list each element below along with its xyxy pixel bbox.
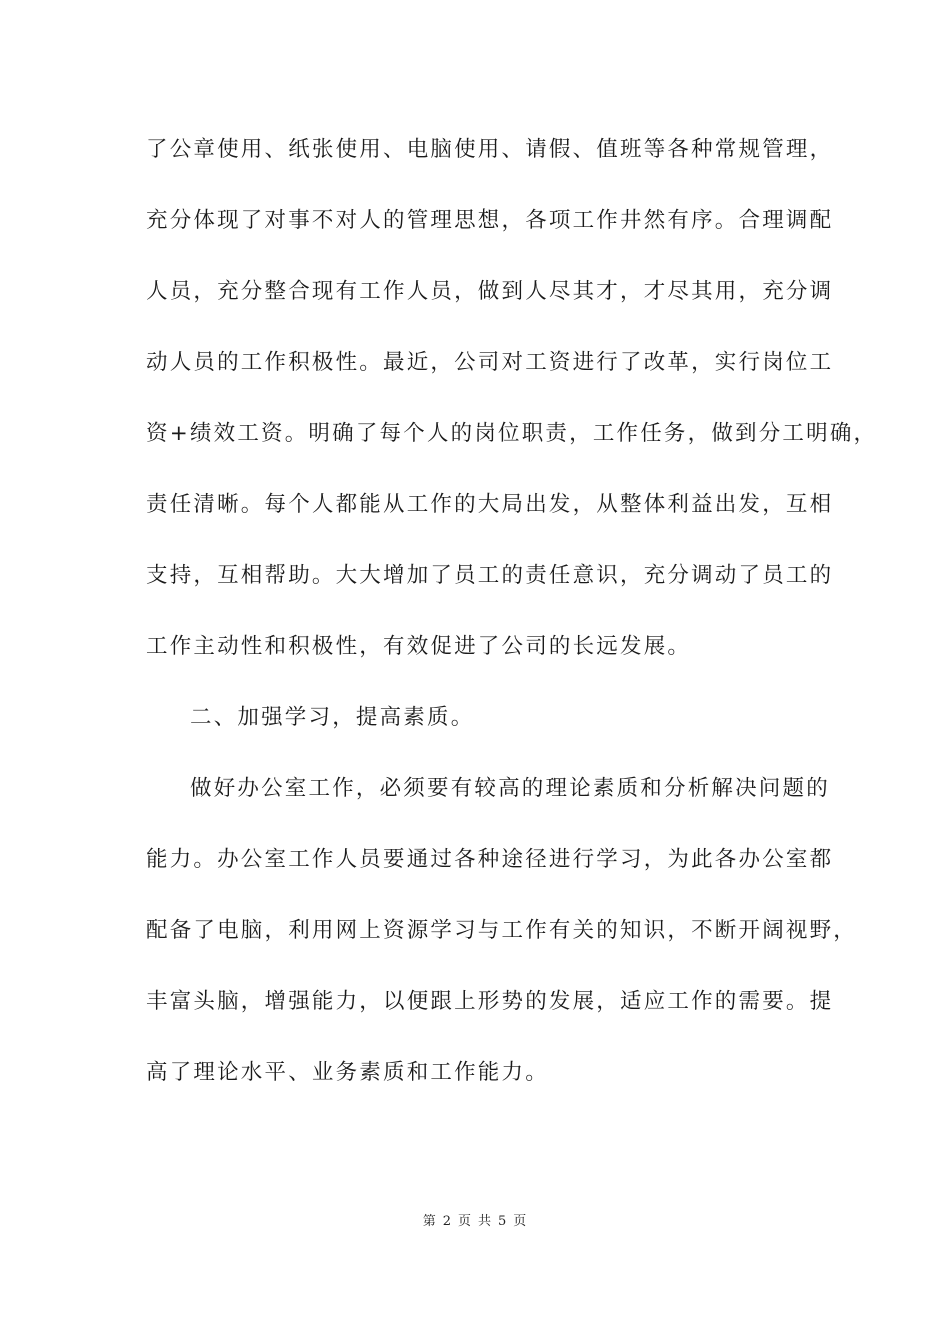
footer-suffix: 页	[513, 1214, 528, 1229]
text-line: 动人员的工作积极性。最近，公司对工资进行了改革，实行岗位工	[146, 350, 834, 375]
text-line: 丰富头脑，增强能力，以便跟上形势的发展，适应工作的需要。提	[146, 989, 834, 1014]
footer-page-word: 页	[457, 1214, 472, 1229]
footer-prefix: 第	[422, 1214, 437, 1229]
text-line: 充分体现了对事不对人的管理思想，各项工作井然有序。合理调配	[146, 208, 834, 233]
text-line: 责任清晰。每个人都能从工作的大局出发，从整体利益出发，互相	[146, 492, 834, 517]
text-line: 资+绩效工资。明确了每个人的岗位职责，工作任务，做到分工明确，	[146, 421, 878, 446]
body-text	[146, 128, 878, 1122]
text-line: 高了理论水平、业务素质和工作能力。	[146, 1060, 549, 1085]
text-line: 能力。办公室工作人员要通过各种途径进行学习，为此各办公室都	[146, 847, 834, 872]
section-heading: 二、加强学习，提高素质。	[190, 705, 475, 730]
footer-total-word: 共	[478, 1214, 493, 1229]
current-page-number: 2	[442, 1214, 452, 1229]
text-line: 工作主动性和积极性，有效促进了公司的长远发展。	[146, 634, 692, 659]
text-line: 做好办公室工作，必须要有较高的理论素质和分析解决问题的	[190, 776, 830, 801]
text-line: 支持，互相帮助。大大增加了员工的责任意识，充分调动了员工的	[146, 563, 834, 588]
text-line: 配备了电脑，利用网上资源学习与工作有关的知识，不断开阔视野，	[146, 918, 858, 943]
total-page-number: 5	[498, 1214, 508, 1229]
text-line: 了公章使用、纸张使用、电脑使用、请假、值班等各种常规管理，	[146, 137, 834, 162]
page-footer	[0, 1210, 950, 1229]
text-line: 人员，充分整合现有工作人员，做到人尽其才，才尽其用，充分调	[146, 279, 834, 304]
